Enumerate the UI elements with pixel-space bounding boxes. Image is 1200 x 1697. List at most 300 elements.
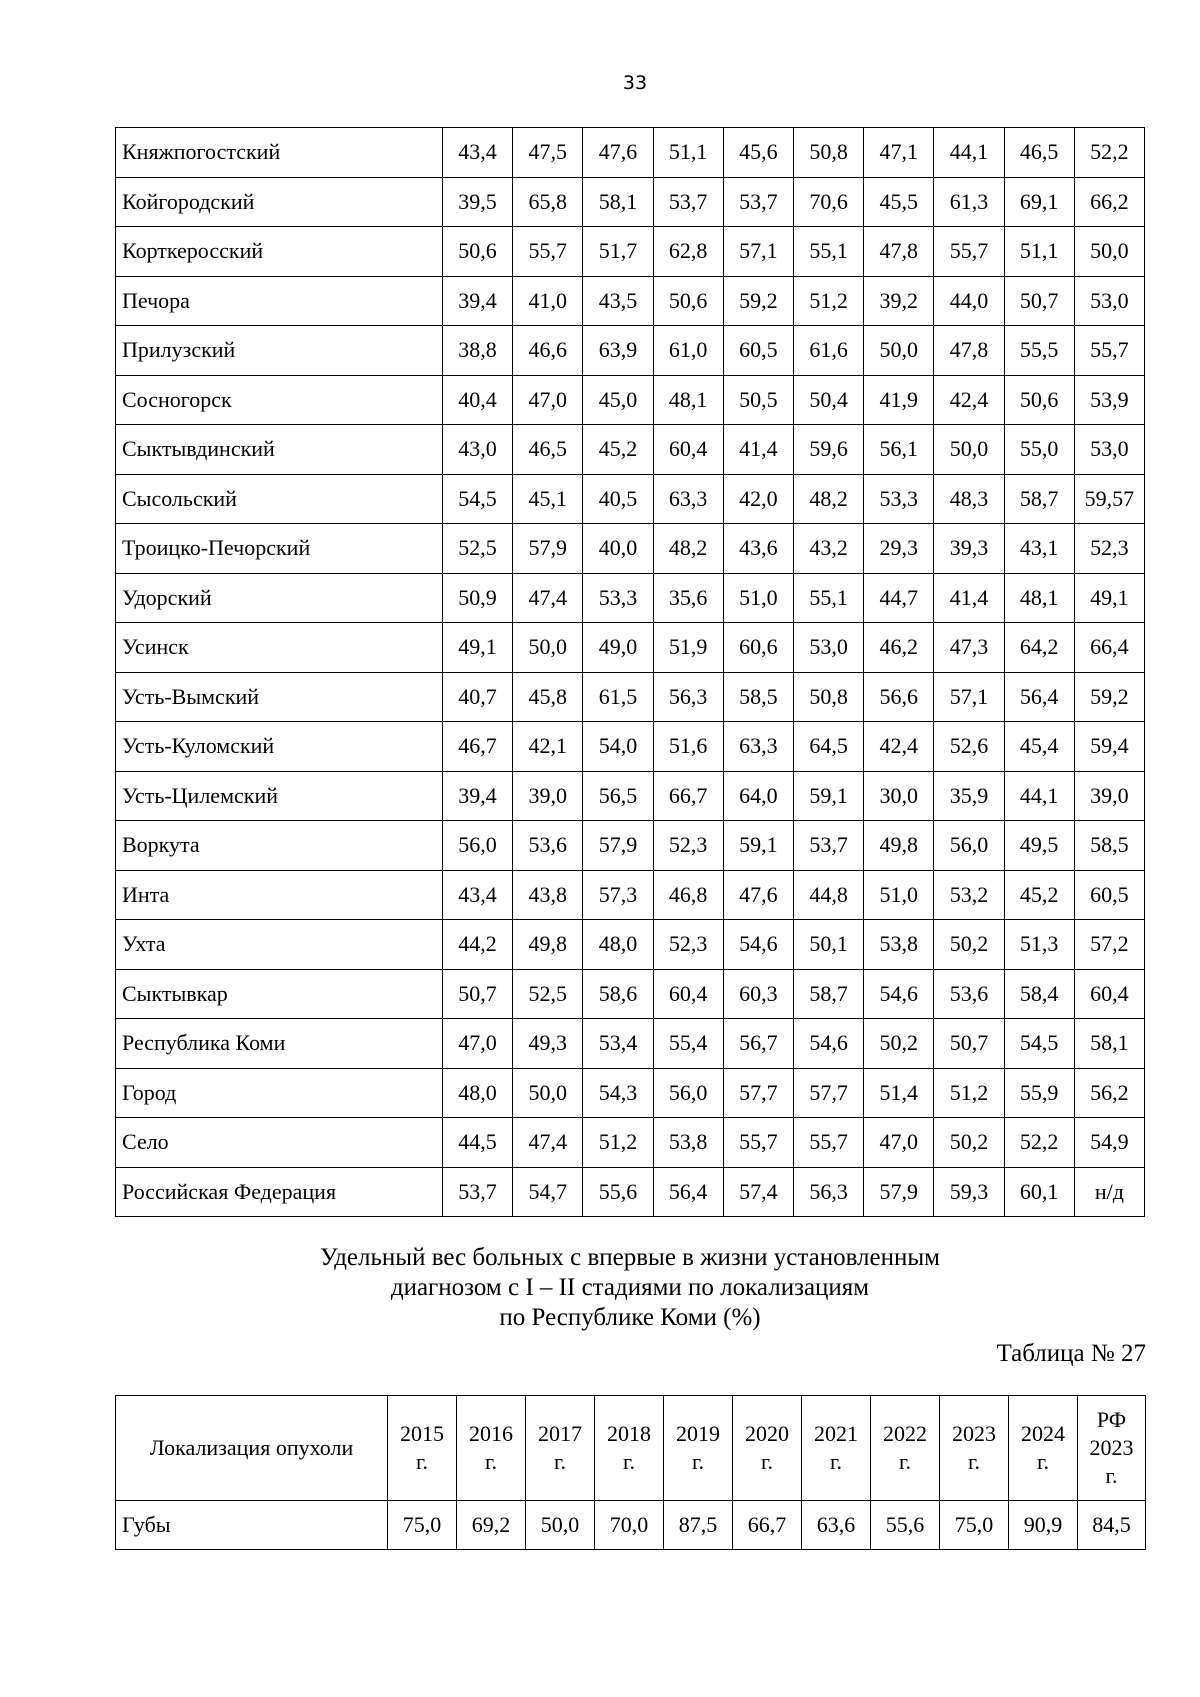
value-cell: 41,0 xyxy=(513,276,583,326)
value-cell: 51,3 xyxy=(1004,920,1074,970)
district-name: Российская Федерация xyxy=(116,1167,443,1217)
value-cell: 52,3 xyxy=(653,920,723,970)
value-cell: 45,2 xyxy=(583,425,653,475)
table-row xyxy=(116,474,1145,524)
value-cell: 55,7 xyxy=(513,227,583,277)
header-text: 2021 xyxy=(814,1421,858,1446)
value-cell: 48,1 xyxy=(653,375,723,425)
district-table xyxy=(115,127,1145,1217)
value-cell: 50,6 xyxy=(442,227,512,277)
value-cell: 53,7 xyxy=(442,1167,512,1217)
value-cell: 51,2 xyxy=(793,276,863,326)
table-row xyxy=(116,722,1145,772)
value-cell: 48,0 xyxy=(583,920,653,970)
value-cell: 46,5 xyxy=(513,425,583,475)
value-cell: 55,6 xyxy=(871,1501,940,1550)
page-number: 33 xyxy=(622,72,648,94)
district-name: Сосногорск xyxy=(116,375,443,425)
column-header-localization xyxy=(116,1396,388,1501)
value-cell: 49,8 xyxy=(864,821,934,871)
value-cell: 48,0 xyxy=(442,1068,512,1118)
value-cell: 49,3 xyxy=(513,1019,583,1069)
value-cell: 54,6 xyxy=(793,1019,863,1069)
value-cell: 41,9 xyxy=(864,375,934,425)
value-cell: 58,4 xyxy=(1004,969,1074,1019)
value-cell: 53,7 xyxy=(653,177,723,227)
value-cell: 52,5 xyxy=(513,969,583,1019)
value-cell: 60,3 xyxy=(723,969,793,1019)
value-cell: 38,8 xyxy=(442,326,512,376)
header-row xyxy=(116,1396,1146,1501)
value-cell: 54,5 xyxy=(1004,1019,1074,1069)
value-cell: 57,1 xyxy=(723,227,793,277)
value-cell: 75,0 xyxy=(940,1501,1009,1550)
value-cell: 55,7 xyxy=(1074,326,1144,376)
value-cell: 57,9 xyxy=(864,1167,934,1217)
value-cell: 53,3 xyxy=(864,474,934,524)
value-cell: 53,6 xyxy=(934,969,1004,1019)
value-cell: 64,2 xyxy=(1004,623,1074,673)
value-cell: 51,6 xyxy=(653,722,723,772)
value-cell: 48,1 xyxy=(1004,573,1074,623)
value-cell: 66,2 xyxy=(1074,177,1144,227)
value-cell: 90,9 xyxy=(1009,1501,1078,1550)
value-cell: 56,0 xyxy=(934,821,1004,871)
value-cell: 50,2 xyxy=(934,920,1004,970)
value-cell: 42,0 xyxy=(723,474,793,524)
value-cell: 57,1 xyxy=(934,672,1004,722)
district-name: Прилузский xyxy=(116,326,443,376)
value-cell: 58,6 xyxy=(583,969,653,1019)
value-cell: 40,5 xyxy=(583,474,653,524)
value-cell: 70,0 xyxy=(595,1501,664,1550)
district-name: Село xyxy=(116,1118,443,1168)
value-cell: 50,2 xyxy=(864,1019,934,1069)
value-cell: 44,7 xyxy=(864,573,934,623)
district-name: Сыктывдинский xyxy=(116,425,443,475)
table-row xyxy=(116,326,1145,376)
value-cell: 51,2 xyxy=(583,1118,653,1168)
value-cell: 47,5 xyxy=(513,128,583,178)
value-cell: 45,6 xyxy=(723,128,793,178)
value-cell: 50,0 xyxy=(864,326,934,376)
value-cell: 51,2 xyxy=(934,1068,1004,1118)
district-name: Корткеросский xyxy=(116,227,443,277)
value-cell: 57,7 xyxy=(793,1068,863,1118)
value-cell: 57,3 xyxy=(583,870,653,920)
value-cell: 47,6 xyxy=(583,128,653,178)
value-cell: 50,7 xyxy=(442,969,512,1019)
value-cell: 66,7 xyxy=(733,1501,802,1550)
header-text: 2017 xyxy=(538,1421,582,1446)
value-cell: 55,7 xyxy=(793,1118,863,1168)
value-cell: 61,0 xyxy=(653,326,723,376)
value-cell: 47,4 xyxy=(513,573,583,623)
value-cell: 63,9 xyxy=(583,326,653,376)
value-cell: н/д xyxy=(1074,1167,1144,1217)
table-row xyxy=(116,1019,1145,1069)
value-cell: 40,7 xyxy=(442,672,512,722)
value-cell: 47,1 xyxy=(864,128,934,178)
value-cell: 55,1 xyxy=(793,573,863,623)
value-cell: 59,4 xyxy=(1074,722,1144,772)
value-cell: 55,5 xyxy=(1004,326,1074,376)
value-cell: 52,3 xyxy=(1074,524,1144,574)
value-cell: 46,5 xyxy=(1004,128,1074,178)
table-row xyxy=(116,821,1145,871)
value-cell: 52,3 xyxy=(653,821,723,871)
header-text: г. xyxy=(622,1449,636,1474)
header-text: 2020 xyxy=(745,1421,789,1446)
value-cell: 58,1 xyxy=(1074,1019,1144,1069)
value-cell: 61,6 xyxy=(793,326,863,376)
header-text: РФ xyxy=(1096,1407,1127,1432)
value-cell: 49,1 xyxy=(1074,573,1144,623)
value-cell: 45,0 xyxy=(583,375,653,425)
table-row xyxy=(116,375,1145,425)
value-cell: 62,8 xyxy=(653,227,723,277)
district-name: Княжпогостский xyxy=(116,128,443,178)
value-cell: 53,8 xyxy=(864,920,934,970)
column-header-year xyxy=(940,1396,1009,1501)
value-cell: 45,4 xyxy=(1004,722,1074,772)
header-text: 2019 xyxy=(676,1421,720,1446)
value-cell: 48,2 xyxy=(653,524,723,574)
table-row xyxy=(116,276,1145,326)
table-row xyxy=(116,870,1145,920)
value-cell: 42,4 xyxy=(934,375,1004,425)
value-cell: 61,5 xyxy=(583,672,653,722)
value-cell: 52,6 xyxy=(934,722,1004,772)
value-cell: 60,1 xyxy=(1004,1167,1074,1217)
value-cell: 59,6 xyxy=(793,425,863,475)
value-cell: 39,3 xyxy=(934,524,1004,574)
value-cell: 43,0 xyxy=(442,425,512,475)
value-cell: 47,0 xyxy=(513,375,583,425)
value-cell: 49,8 xyxy=(513,920,583,970)
value-cell: 58,5 xyxy=(723,672,793,722)
value-cell: 39,4 xyxy=(442,771,512,821)
value-cell: 56,0 xyxy=(653,1068,723,1118)
value-cell: 53,6 xyxy=(513,821,583,871)
value-cell: 39,0 xyxy=(513,771,583,821)
value-cell: 35,6 xyxy=(653,573,723,623)
value-cell: 55,4 xyxy=(653,1019,723,1069)
heading-line-2: диагнозом с I – II стадиями по локализациям xyxy=(390,1274,870,1301)
value-cell: 63,6 xyxy=(802,1501,871,1550)
heading-line-3: по Республике Коми (%) xyxy=(499,1304,761,1331)
value-cell: 59,1 xyxy=(723,821,793,871)
value-cell: 57,2 xyxy=(1074,920,1144,970)
value-cell: 63,3 xyxy=(723,722,793,772)
value-cell: 53,4 xyxy=(583,1019,653,1069)
value-cell: 30,0 xyxy=(864,771,934,821)
value-cell: 51,0 xyxy=(864,870,934,920)
value-cell: 50,7 xyxy=(1004,276,1074,326)
value-cell: 45,2 xyxy=(1004,870,1074,920)
value-cell: 57,9 xyxy=(513,524,583,574)
value-cell: 64,0 xyxy=(723,771,793,821)
value-cell: 51,7 xyxy=(583,227,653,277)
value-cell: 59,2 xyxy=(723,276,793,326)
value-cell: 45,8 xyxy=(513,672,583,722)
value-cell: 42,4 xyxy=(864,722,934,772)
value-cell: 50,9 xyxy=(442,573,512,623)
header-text: г. xyxy=(829,1449,843,1474)
value-cell: 50,0 xyxy=(513,623,583,673)
table-row xyxy=(116,524,1145,574)
table-row xyxy=(116,672,1145,722)
localization-name: Губы xyxy=(116,1501,388,1550)
table-row xyxy=(116,623,1145,673)
value-cell: 60,5 xyxy=(723,326,793,376)
value-cell: 58,5 xyxy=(1074,821,1144,871)
column-header-year xyxy=(595,1396,664,1501)
table-row xyxy=(116,1068,1145,1118)
table-number-label: Таблица № 27 xyxy=(996,1340,1146,1367)
value-cell: 40,0 xyxy=(583,524,653,574)
value-cell: 48,3 xyxy=(934,474,1004,524)
column-header-year xyxy=(733,1396,802,1501)
value-cell: 56,1 xyxy=(864,425,934,475)
value-cell: 50,2 xyxy=(934,1118,1004,1168)
value-cell: 47,8 xyxy=(934,326,1004,376)
value-cell: 53,0 xyxy=(1074,276,1144,326)
value-cell: 53,7 xyxy=(793,821,863,871)
value-cell: 42,1 xyxy=(513,722,583,772)
header-text: г. xyxy=(691,1449,705,1474)
value-cell: 58,1 xyxy=(583,177,653,227)
district-name: Воркута xyxy=(116,821,443,871)
value-cell: 64,5 xyxy=(793,722,863,772)
value-cell: 56,0 xyxy=(442,821,512,871)
value-cell: 60,4 xyxy=(653,425,723,475)
column-header-year xyxy=(388,1396,457,1501)
value-cell: 50,5 xyxy=(723,375,793,425)
value-cell: 55,7 xyxy=(723,1118,793,1168)
value-cell: 50,7 xyxy=(934,1019,1004,1069)
table-row xyxy=(116,969,1145,1019)
value-cell: 56,4 xyxy=(653,1167,723,1217)
header-text: 2015 xyxy=(400,1421,444,1446)
value-cell: 56,3 xyxy=(793,1167,863,1217)
value-cell: 53,7 xyxy=(723,177,793,227)
value-cell: 46,7 xyxy=(442,722,512,772)
value-cell: 70,6 xyxy=(793,177,863,227)
column-header-year xyxy=(802,1396,871,1501)
district-name: Койгородский xyxy=(116,177,443,227)
value-cell: 60,4 xyxy=(653,969,723,1019)
table-row xyxy=(116,1118,1145,1168)
header-text: г. xyxy=(1036,1449,1050,1474)
value-cell: 50,6 xyxy=(653,276,723,326)
column-header-year xyxy=(457,1396,526,1501)
value-cell: 49,0 xyxy=(583,623,653,673)
value-cell: 54,3 xyxy=(583,1068,653,1118)
value-cell: 47,0 xyxy=(442,1019,512,1069)
district-name: Печора xyxy=(116,276,443,326)
value-cell: 56,5 xyxy=(583,771,653,821)
district-name: Сыктывкар xyxy=(116,969,443,1019)
value-cell: 53,9 xyxy=(1074,375,1144,425)
header-text: 2024 xyxy=(1021,1421,1065,1446)
value-cell: 56,2 xyxy=(1074,1068,1144,1118)
header-text: г. xyxy=(553,1449,567,1474)
value-cell: 46,2 xyxy=(864,623,934,673)
value-cell: 55,0 xyxy=(1004,425,1074,475)
value-cell: 51,4 xyxy=(864,1068,934,1118)
header-text: г. xyxy=(967,1449,981,1474)
value-cell: 48,2 xyxy=(793,474,863,524)
table-row xyxy=(116,177,1145,227)
header-text: 2023 xyxy=(1089,1435,1134,1460)
value-cell: 57,9 xyxy=(583,821,653,871)
value-cell: 44,8 xyxy=(793,870,863,920)
heading-line-1: Удельный вес больных с впервые в жизни установленным xyxy=(320,1244,940,1271)
value-cell: 59,1 xyxy=(793,771,863,821)
value-cell: 56,6 xyxy=(864,672,934,722)
district-name: Усинск xyxy=(116,623,443,673)
value-cell: 45,5 xyxy=(864,177,934,227)
value-cell: 60,5 xyxy=(1074,870,1144,920)
value-cell: 43,2 xyxy=(793,524,863,574)
value-cell: 52,5 xyxy=(442,524,512,574)
value-cell: 43,5 xyxy=(583,276,653,326)
value-cell: 59,57 xyxy=(1074,474,1144,524)
table-row xyxy=(116,920,1145,970)
column-header-year xyxy=(1009,1396,1078,1501)
value-cell: 59,3 xyxy=(934,1167,1004,1217)
value-cell: 35,9 xyxy=(934,771,1004,821)
value-cell: 57,4 xyxy=(723,1167,793,1217)
value-cell: 65,8 xyxy=(513,177,583,227)
value-cell: 58,7 xyxy=(793,969,863,1019)
value-cell: 43,8 xyxy=(513,870,583,920)
value-cell: 50,0 xyxy=(1074,227,1144,277)
value-cell: 44,1 xyxy=(934,128,1004,178)
value-cell: 43,1 xyxy=(1004,524,1074,574)
value-cell: 39,2 xyxy=(864,276,934,326)
value-cell: 49,5 xyxy=(1004,821,1074,871)
district-name: Ухта xyxy=(116,920,443,970)
value-cell: 56,4 xyxy=(1004,672,1074,722)
value-cell: 75,0 xyxy=(388,1501,457,1550)
value-cell: 44,2 xyxy=(442,920,512,970)
value-cell: 87,5 xyxy=(664,1501,733,1550)
value-cell: 54,0 xyxy=(583,722,653,772)
value-cell: 50,0 xyxy=(934,425,1004,475)
value-cell: 69,1 xyxy=(1004,177,1074,227)
value-cell: 58,7 xyxy=(1004,474,1074,524)
table-row xyxy=(116,227,1145,277)
localization-table xyxy=(115,1395,1146,1550)
value-cell: 55,6 xyxy=(583,1167,653,1217)
value-cell: 51,9 xyxy=(653,623,723,673)
header-text: Локализация опухоли xyxy=(149,1435,354,1460)
table-row xyxy=(116,771,1145,821)
district-name: Инта xyxy=(116,870,443,920)
value-cell: 46,8 xyxy=(653,870,723,920)
table-row xyxy=(116,1167,1145,1217)
district-name: Город xyxy=(116,1068,443,1118)
value-cell: 47,4 xyxy=(513,1118,583,1168)
value-cell: 53,3 xyxy=(583,573,653,623)
table-row xyxy=(116,1501,1146,1550)
value-cell: 47,3 xyxy=(934,623,1004,673)
value-cell: 54,9 xyxy=(1074,1118,1144,1168)
table-row xyxy=(116,425,1145,475)
column-header-year xyxy=(526,1396,595,1501)
value-cell: 50,6 xyxy=(1004,375,1074,425)
value-cell: 50,8 xyxy=(793,672,863,722)
header-text: 2018 xyxy=(607,1421,651,1446)
table-row xyxy=(116,128,1145,178)
value-cell: 39,4 xyxy=(442,276,512,326)
value-cell: 44,0 xyxy=(934,276,1004,326)
value-cell: 52,2 xyxy=(1074,128,1144,178)
value-cell: 47,6 xyxy=(723,870,793,920)
value-cell: 60,6 xyxy=(723,623,793,673)
value-cell: 57,7 xyxy=(723,1068,793,1118)
value-cell: 53,2 xyxy=(934,870,1004,920)
value-cell: 56,7 xyxy=(723,1019,793,1069)
district-name: Троицко-Печорский xyxy=(116,524,443,574)
value-cell: 47,8 xyxy=(864,227,934,277)
header-text: г. xyxy=(760,1449,774,1474)
value-cell: 69,2 xyxy=(457,1501,526,1550)
header-text: г. xyxy=(484,1449,498,1474)
value-cell: 54,6 xyxy=(723,920,793,970)
district-name: Удорский xyxy=(116,573,443,623)
value-cell: 41,4 xyxy=(723,425,793,475)
value-cell: 49,1 xyxy=(442,623,512,673)
value-cell: 50,8 xyxy=(793,128,863,178)
value-cell: 84,5 xyxy=(1078,1501,1146,1550)
value-cell: 47,0 xyxy=(864,1118,934,1168)
value-cell: 51,1 xyxy=(653,128,723,178)
value-cell: 44,5 xyxy=(442,1118,512,1168)
value-cell: 53,0 xyxy=(1074,425,1144,475)
value-cell: 51,0 xyxy=(723,573,793,623)
district-name: Республика Коми xyxy=(116,1019,443,1069)
value-cell: 66,4 xyxy=(1074,623,1144,673)
value-cell: 61,3 xyxy=(934,177,1004,227)
value-cell: 59,2 xyxy=(1074,672,1144,722)
value-cell: 29,3 xyxy=(864,524,934,574)
header-text: 2023 xyxy=(952,1421,996,1446)
value-cell: 66,7 xyxy=(653,771,723,821)
column-header-year xyxy=(1078,1396,1146,1501)
value-cell: 46,6 xyxy=(513,326,583,376)
header-text: 2016 xyxy=(469,1421,513,1446)
column-header-year xyxy=(871,1396,940,1501)
district-name: Усть-Цилемский xyxy=(116,771,443,821)
value-cell: 44,1 xyxy=(1004,771,1074,821)
value-cell: 39,5 xyxy=(442,177,512,227)
header-text: г. xyxy=(415,1449,429,1474)
value-cell: 39,0 xyxy=(1074,771,1144,821)
value-cell: 41,4 xyxy=(934,573,1004,623)
value-cell: 55,1 xyxy=(793,227,863,277)
table-row xyxy=(116,573,1145,623)
value-cell: 56,3 xyxy=(653,672,723,722)
value-cell: 50,0 xyxy=(513,1068,583,1118)
header-text: 2022 xyxy=(883,1421,927,1446)
district-name: Усть-Вымский xyxy=(116,672,443,722)
value-cell: 43,6 xyxy=(723,524,793,574)
value-cell: 54,5 xyxy=(442,474,512,524)
value-cell: 55,7 xyxy=(934,227,1004,277)
